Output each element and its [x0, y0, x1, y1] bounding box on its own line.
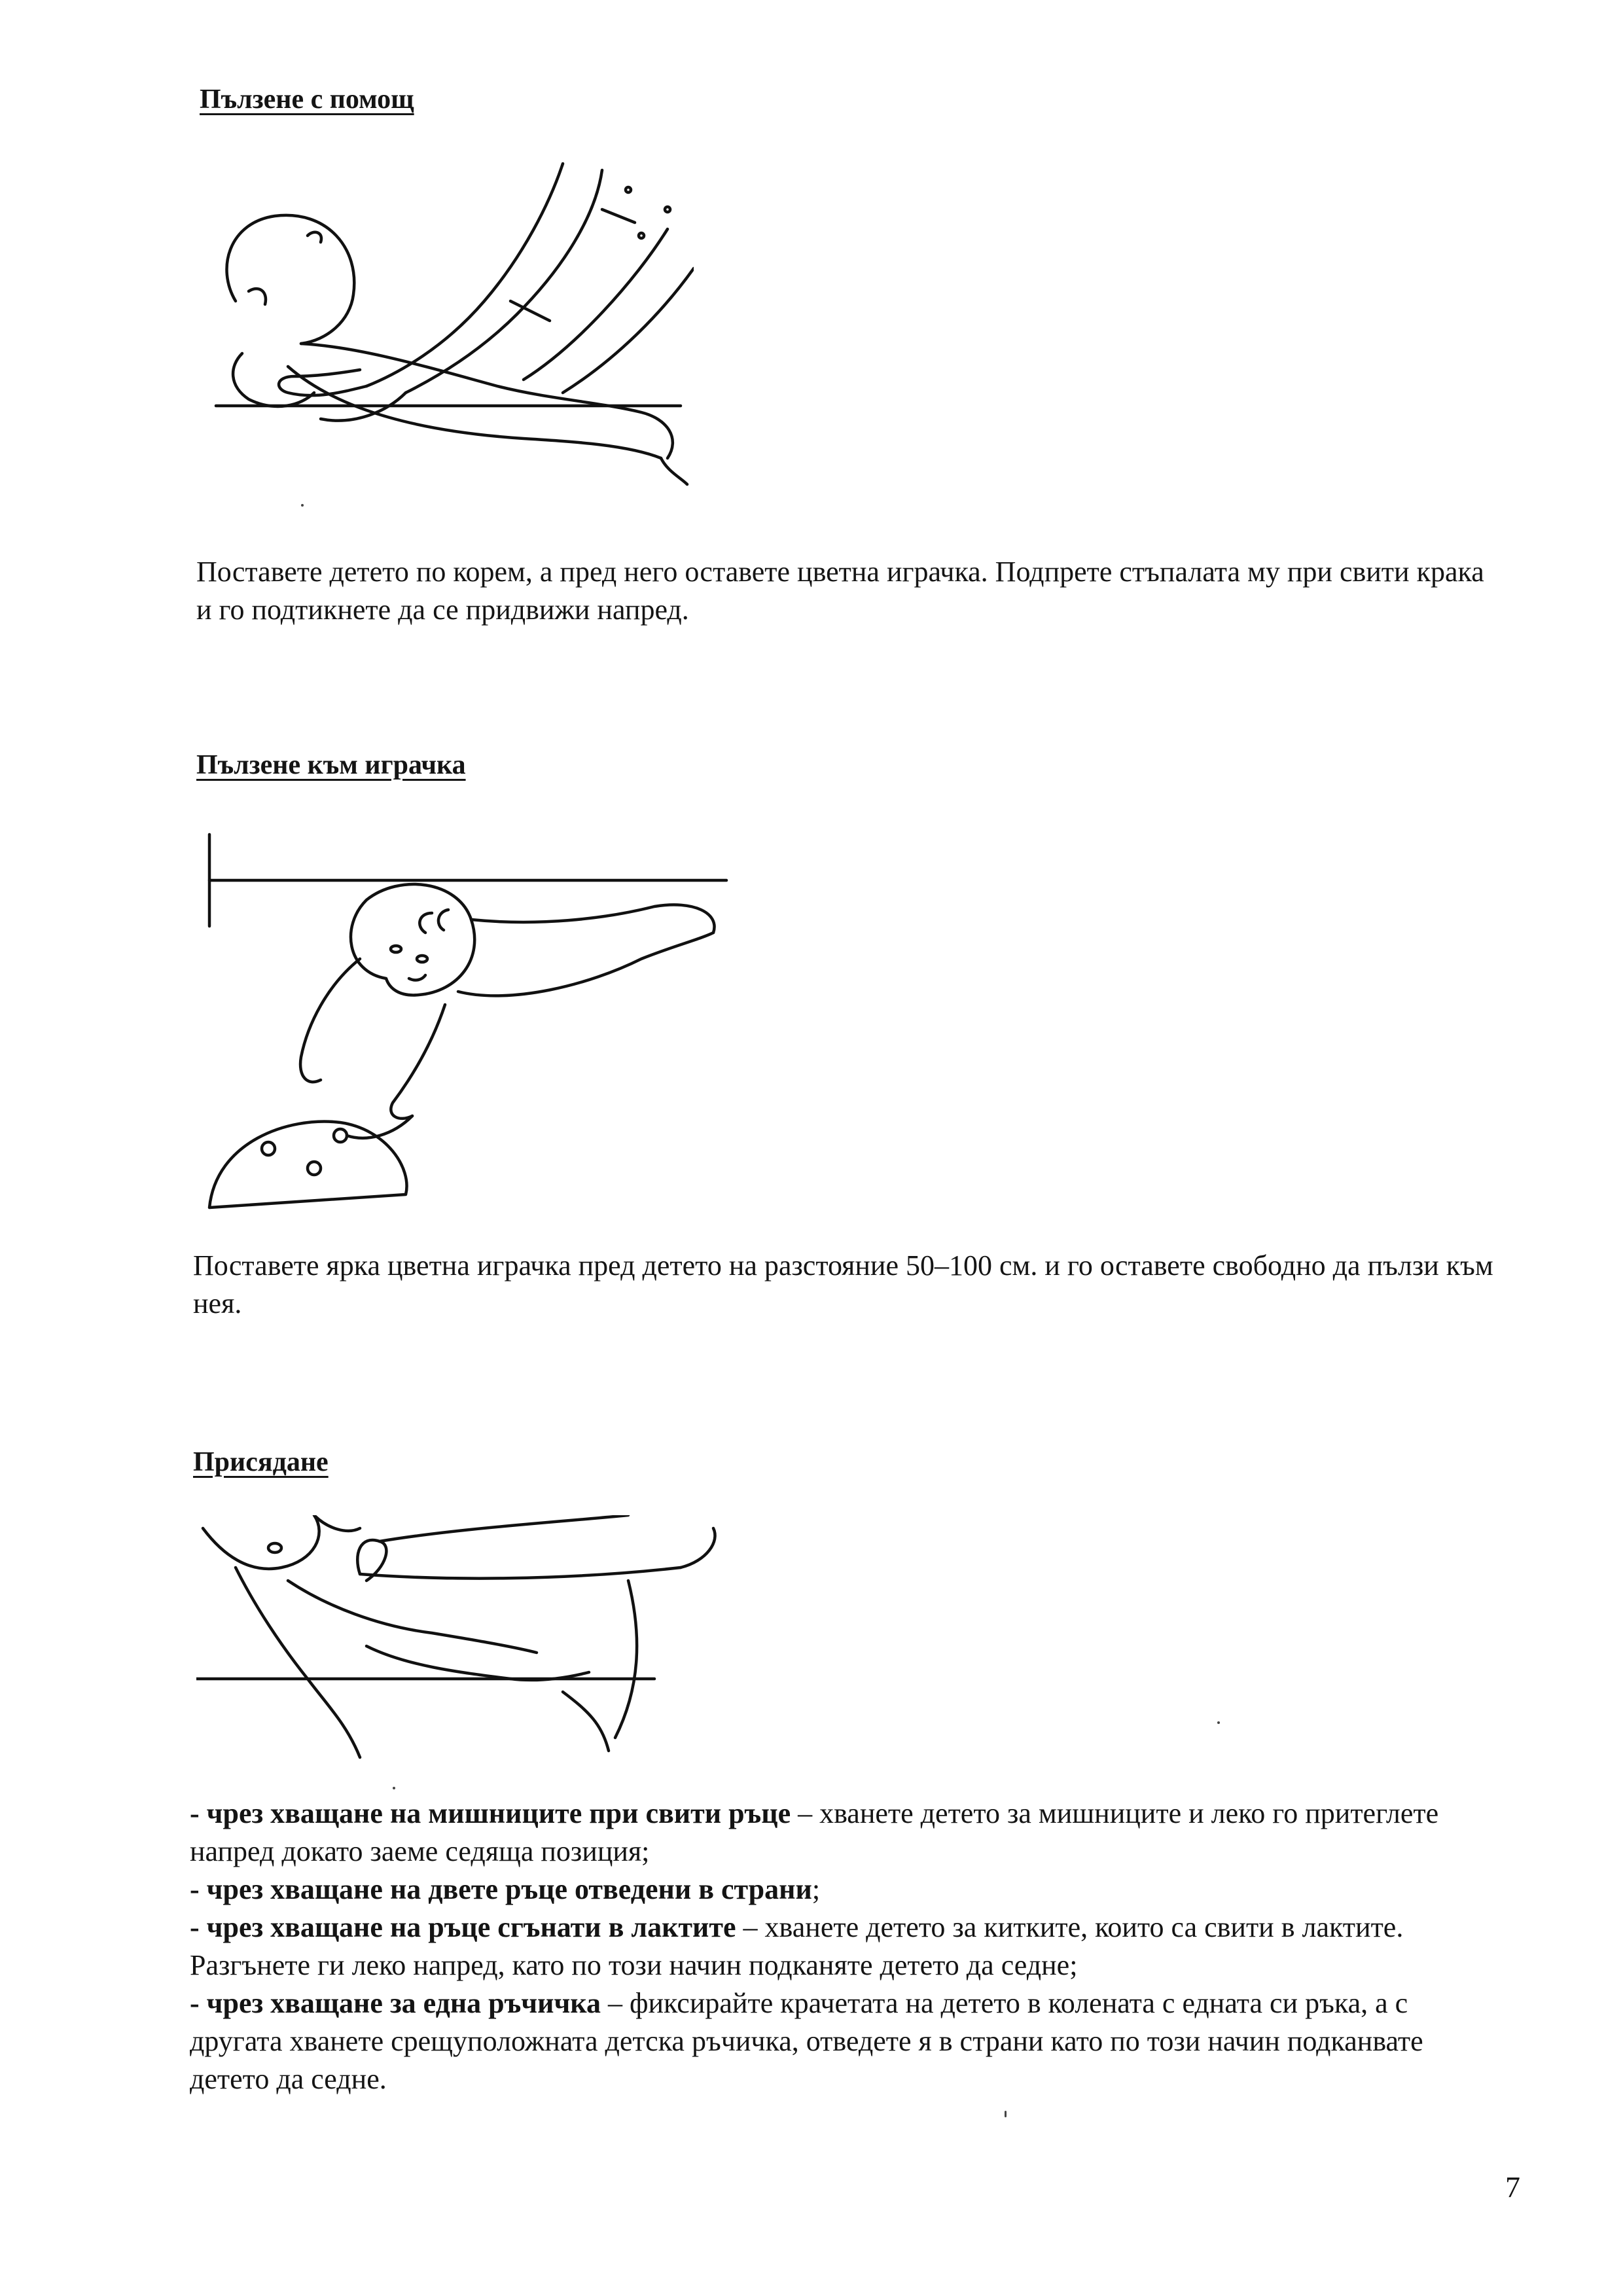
- heading-sitting-up: Присядане: [193, 1447, 329, 1477]
- heading-crawling-to-toy: Пълзене към играчка: [196, 750, 466, 780]
- illustration-sitting-up: [196, 1515, 733, 1764]
- scan-speck: [1217, 1721, 1220, 1724]
- list-item: [190, 1909, 1492, 1984]
- method-description: – хванете детето за китките, които са свити в лактите. Разгънете ги леко напред, като по този начин подканяте детето да седне;: [190, 1911, 1404, 1981]
- heading-assisted-crawling: Пълзене с помощ: [200, 84, 414, 115]
- paragraph-crawling-to-toy: Поставете ярка цветна играчка пред детето на разстояние 50–100 см. и го оставете свободно да пълзи към нея.: [193, 1249, 1493, 1319]
- crawling-to-toy-drawing: [196, 828, 746, 1214]
- method-description: – фиксирайте крачетата на детето в колената с едната си ръка, а с другата хванете срещуположната детска ръчичка, отведете я в страни като по този начин подканвате детето да седне.: [190, 1987, 1423, 2095]
- list-item: [190, 1795, 1492, 1871]
- method-title: - чрез хващане на двете ръце отведени в страни: [190, 1873, 812, 1905]
- scan-speck: [1005, 2111, 1007, 2117]
- method-title: - чрез хващане на ръце сгънати в лактите: [190, 1911, 736, 1943]
- scan-speck: [393, 1787, 395, 1789]
- method-title: - чрез хващане на мишниците при свити ръце: [190, 1797, 791, 1829]
- illustration-assisted-crawling: [209, 151, 694, 497]
- method-description: ;: [812, 1873, 821, 1905]
- illustration-crawling-to-toy: [196, 828, 746, 1214]
- paragraph-assisted-crawling: Поставете детето по корем, а пред него оставете цветна играчка. Подпрете стъпалата му при свити крака и го подтикнете да се придвижи напред.: [196, 556, 1484, 626]
- scan-speck: [301, 504, 304, 507]
- page-number: 7: [1505, 2170, 1520, 2204]
- method-description: – хванете детето за мишниците и леко го притеглете напред докато заеме седяща позиция;: [190, 1797, 1439, 1867]
- list-item: [190, 1984, 1492, 2098]
- sitting-up-drawing: [196, 1515, 733, 1764]
- list-item: [190, 1871, 1492, 1909]
- method-title: - чрез хващане за една ръчичка: [190, 1987, 601, 2019]
- sitting-up-methods-list: [190, 1795, 1492, 2098]
- assisted-crawling-drawing: [209, 151, 694, 497]
